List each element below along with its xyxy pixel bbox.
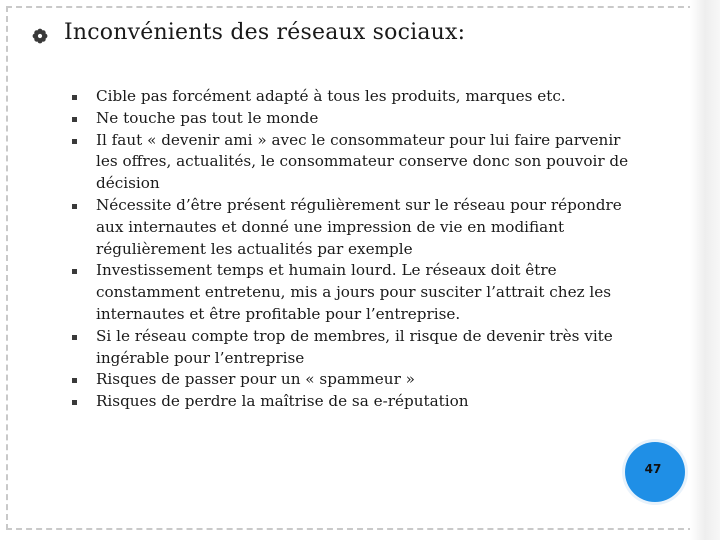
square-bullet-icon — [72, 204, 77, 209]
bullet-list — [72, 86, 632, 413]
list-item — [72, 130, 632, 195]
square-bullet-icon — [72, 400, 77, 405]
list-item — [72, 195, 632, 260]
square-bullet-icon — [72, 335, 77, 340]
page-number: 47 — [644, 462, 662, 476]
square-bullet-icon — [72, 139, 77, 144]
list-item-text: Il faut « devenir ami » avec le consommateur pour lui faire parvenir les offres, actualités, le consommateur conserve donc son pouvoir de décision — [96, 130, 629, 193]
list-item — [72, 326, 632, 370]
gear-flower-icon — [32, 28, 48, 44]
list-item-text: Si le réseau compte trop de membres, il risque de devenir très vite ingérable pour l’entreprise — [96, 326, 613, 367]
square-bullet-icon — [72, 95, 77, 100]
list-item — [72, 391, 632, 413]
square-bullet-icon — [72, 378, 77, 383]
list-item-text: Investissement temps et humain lourd. Le réseaux doit être constamment entretenu, mis a jours pour susciter l’attrait chez les internautes et être profitable pour l’entreprise. — [96, 261, 612, 323]
list-item — [72, 260, 632, 325]
square-bullet-icon — [72, 269, 77, 274]
list-item-text: Cible pas forcément adapté à tous les produits, marques etc. — [96, 87, 566, 105]
list-item-text: Ne touche pas tout le monde — [96, 108, 319, 127]
slide-heading: Inconvénients des réseaux sociaux: — [64, 20, 466, 45]
page-number-badge — [625, 442, 685, 502]
list-item-text: Risques de perdre la maîtrise de sa e-réputation — [96, 392, 469, 411]
list-item-text: Risques de passer pour un « spammeur » — [96, 370, 415, 389]
list-item — [72, 86, 632, 108]
list-item-text: Nécessite d’être présent régulièrement sur le réseau pour répondre aux internautes et donné une impression de vie en modifiant régulièrement les actualités par exemple — [96, 195, 622, 258]
right-decorative-band — [690, 0, 720, 540]
list-item — [72, 108, 632, 130]
square-bullet-icon — [72, 117, 77, 122]
heading-row — [32, 18, 632, 54]
list-item — [72, 369, 632, 391]
